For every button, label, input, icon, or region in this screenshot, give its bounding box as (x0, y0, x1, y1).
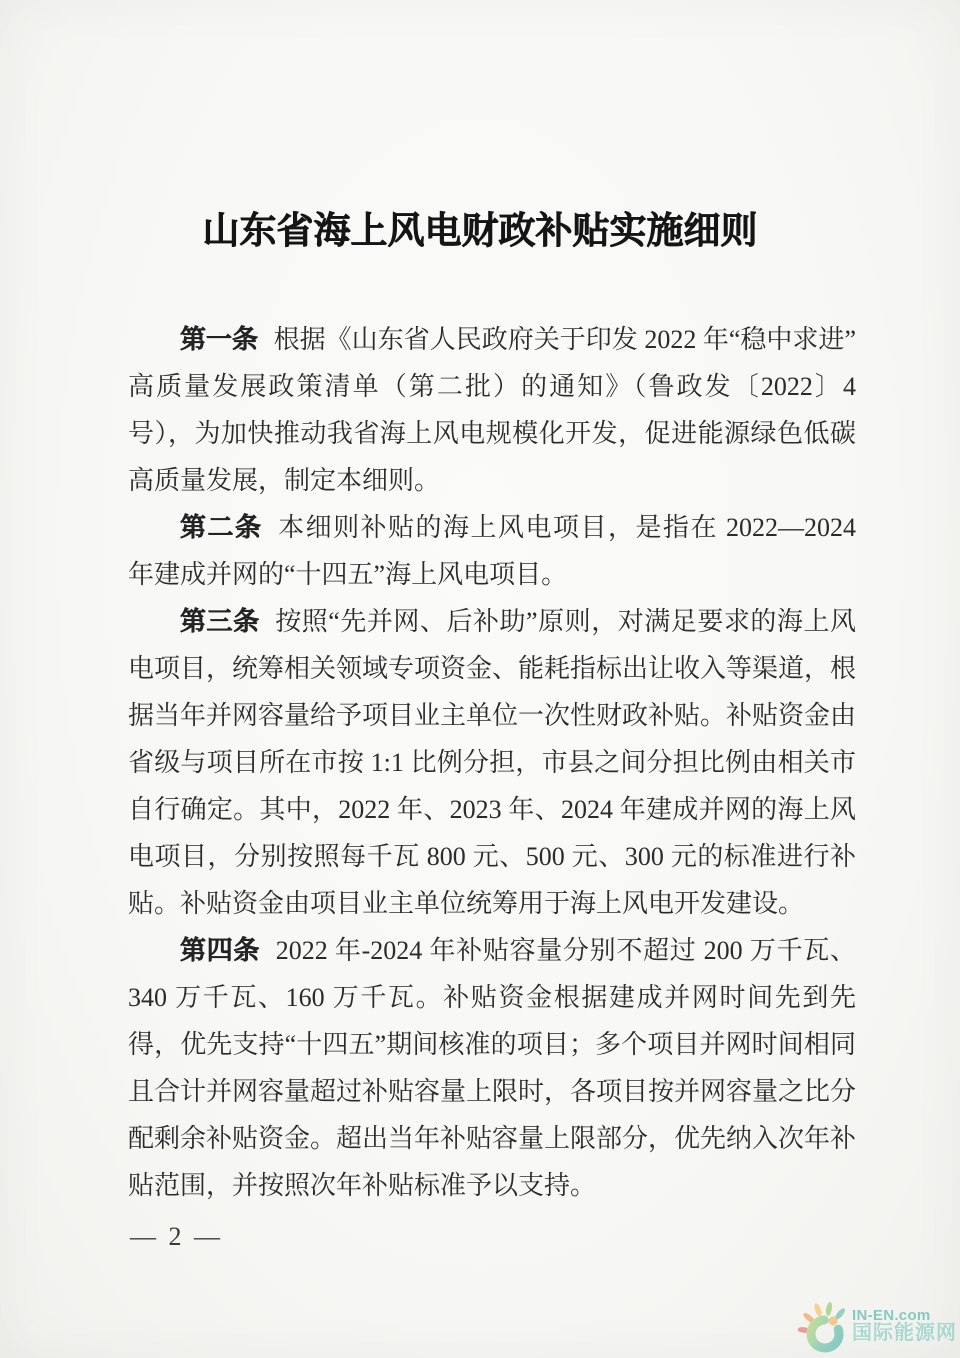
watermark-site-name: 国际能源网 (852, 1322, 957, 1345)
article-2-text: 本细则补贴的海上风电项目，是指在 2022—2024 年建成并网的“十四五”海上风电项目。 (128, 513, 856, 589)
article-2-label: 第二条 (180, 513, 263, 542)
article-3-label: 第三条 (180, 607, 260, 636)
watermark (798, 1296, 960, 1356)
article-4-label: 第四条 (180, 936, 261, 965)
paragraph-article-1 (128, 316, 856, 504)
watermark-text (852, 1308, 960, 1345)
article-3-text: 按照“先并网、后补助”原则，对满足要求的海上风电项目，统筹相关领域专项资金、能耗指标出让收入等渠道，根据当年并网容量给予项目业主单位一次性财政补贴。补贴资金由省级与项目所在市按 1:1 比例分担，市县之间分担比例由相关市自行确定。其中，2022 年、2023 年、2024 年建成并网的海上风电项目，分别按照每千瓦 800 元、500 元、300 元的标准进行补贴。补贴资金由项目业主单位统筹用于海上风电开发建设。 (128, 607, 857, 918)
paragraph-article-4 (128, 927, 856, 1209)
document-body (128, 316, 856, 1209)
page-number: — 2 — (130, 1222, 223, 1251)
page-title: 山东省海上风电财政补贴实施细则 (202, 211, 758, 252)
article-4-text: 2022 年-2024 年补贴容量分别不超过 200 万千瓦、340 万千瓦、160 万千瓦。补贴资金根据建成并网时间先到先得，优先支持“十四五”期间核准的项目；多个项目并网时间相同且合计并网容量超过补贴容量上限时，各项目按并网容量之比分配剩余补贴资金。超出当年补贴容量上限部分，优先纳入次年补贴范围，并按照次年补贴标准予以支持。 (128, 936, 857, 1200)
article-1-label: 第一条 (180, 325, 259, 354)
watermark-site-url: IN-EN.com (852, 1306, 931, 1324)
paragraph-article-2 (128, 504, 856, 598)
paragraph-article-3 (128, 598, 856, 927)
inen-flower-logo-icon (798, 1296, 860, 1356)
article-1-text: 根据《山东省人民政府关于印发 2022 年“稳中求进”高质量发展政策清单（第二批）的通知》（鲁政发〔2022〕4 号），为加快推动我省海上风电规模化开发，促进能源绿色低碳高质量发展，制定本细则。 (128, 325, 856, 495)
